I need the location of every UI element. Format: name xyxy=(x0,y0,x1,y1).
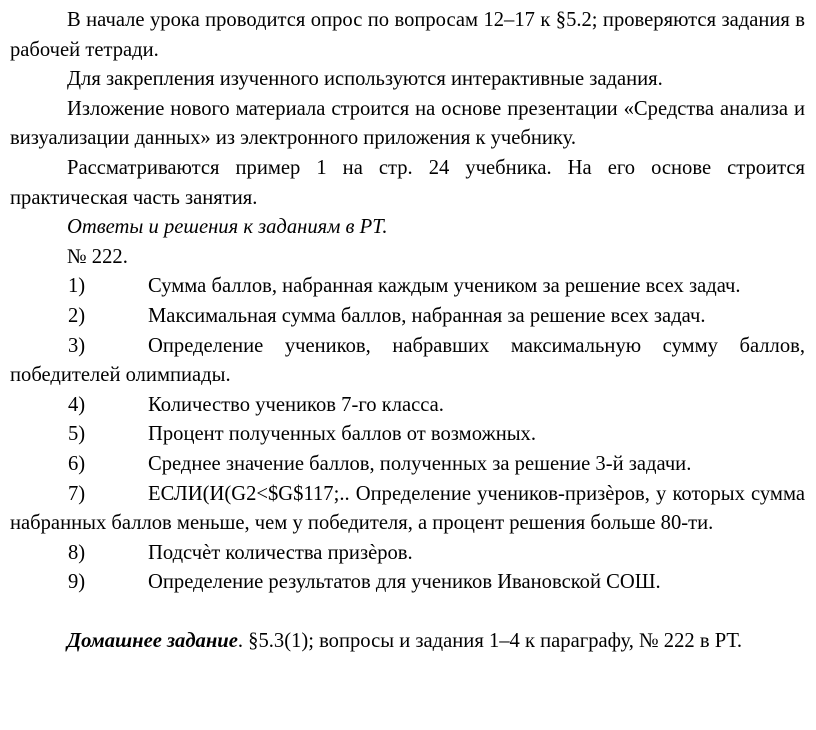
list-item xyxy=(10,450,805,480)
list-item-marker: 3) xyxy=(68,334,86,357)
list-item-text: ЕСЛИ(И(G2<$G$117;.. Определение учеников-призѐров, у которых сумма набранных баллов меньше, чем у победителя, а процент решения больше 80-ти. xyxy=(10,482,805,535)
list-item-text: Процент полученных баллов от возможных. xyxy=(148,423,537,446)
list-item-text: Определение результатов для учеников Ивановской СОШ. xyxy=(148,571,661,594)
list-item xyxy=(10,539,805,569)
list-item-formula xyxy=(10,480,805,539)
list-item xyxy=(10,420,805,450)
list-item-marker: 7) xyxy=(68,482,86,505)
list-item-marker: 2) xyxy=(68,304,86,327)
list-item-marker: 4) xyxy=(68,393,86,416)
paragraph-example-review: Рассматриваются пример 1 на стр. 24 учебника. На его основе строится практическая часть занятия. xyxy=(10,156,805,209)
list-item-text: Определение учеников, набравших максимальную сумму баллов, победителей олимпиады. xyxy=(10,334,805,387)
list-item-text: Количество учеников 7-го класса. xyxy=(148,393,444,416)
paragraph-homework xyxy=(10,627,805,657)
list-item-text: Подсчѐт количества призѐров. xyxy=(148,541,413,564)
list-item-marker: 1) xyxy=(68,275,86,298)
paragraph-answers-heading: Ответы и решения к заданиям в РТ. xyxy=(67,216,388,239)
list-item-text: Среднее значение баллов, полученных за решение 3-й задачи. xyxy=(148,452,692,475)
homework-heading: Домашнее задание xyxy=(67,630,238,653)
paragraph-spacer xyxy=(10,598,805,628)
list-item-marker: 8) xyxy=(68,541,86,564)
document-body xyxy=(10,6,805,657)
homework-details: . §5.3(1); вопросы и задания 1–4 к параграфу, № 222 в РТ. xyxy=(237,630,743,653)
list-item xyxy=(10,302,805,332)
list-item xyxy=(10,272,805,302)
list-item xyxy=(10,332,805,391)
list-item-text: Максимальная сумма баллов, набранная за решение всех задач. xyxy=(148,304,706,327)
paragraph-interactive-tasks: Для закрепления изученного используются интерактивные задания. xyxy=(67,68,663,91)
list-item xyxy=(10,391,805,421)
list-item-text: Сумма баллов, набранная каждым учеником за решение всех задач. xyxy=(148,275,741,298)
list-item-marker: 5) xyxy=(68,423,86,446)
list-item xyxy=(10,568,805,598)
list-item-marker: 9) xyxy=(68,571,86,594)
paragraph-new-material: Изложение нового материала строится на основе презентации «Средства анализа и визуализации данных» из электронного приложения к учебнику. xyxy=(10,97,805,150)
paragraph-lesson-start: В начале урока проводится опрос по вопросам 12–17 к §5.2; проверяются задания в рабочей тетради. xyxy=(10,9,805,61)
paragraph-task-number: № 222. xyxy=(67,245,128,268)
list-item-marker: 6) xyxy=(68,452,86,475)
